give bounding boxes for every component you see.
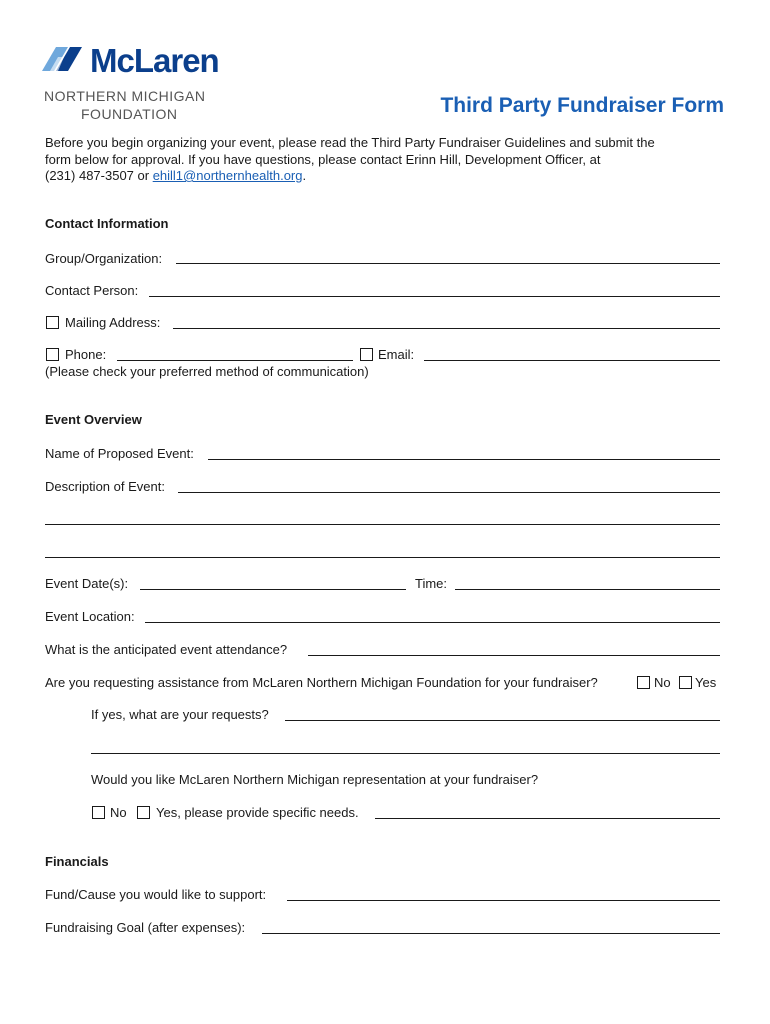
- requests-field[interactable]: [91, 703, 720, 755]
- mclaren-logo-icon: [40, 43, 84, 75]
- representation-question: Would you like McLaren Northern Michigan representation at your fundraiser?: [91, 772, 539, 787]
- event-time-field[interactable]: [455, 572, 720, 590]
- group-organization-label: Group/Organization:: [45, 251, 163, 266]
- event-name-label: Name of Proposed Event:: [45, 446, 194, 461]
- logo-wordmark: McLaren: [90, 42, 219, 79]
- intro-line-2: form below for approval. If you have questions, please contact Erinn Hill, Development Officer, at: [45, 151, 601, 167]
- event-location-label: Event Location:: [45, 609, 135, 624]
- financials-section-heading: Financials: [45, 854, 109, 869]
- representation-yes-label: Yes, please provide specific needs.: [156, 805, 359, 820]
- intro-paragraph: [45, 135, 735, 185]
- phone-field[interactable]: [117, 343, 353, 361]
- event-time-label: Time:: [415, 576, 448, 591]
- event-section-heading: Event Overview: [45, 412, 142, 427]
- email-label: Email:: [378, 347, 415, 362]
- representation-no-label: No: [110, 805, 127, 820]
- intro-line-1: Before you begin organizing your event, please read the Third Party Fundraiser Guidelines and submit the: [45, 135, 655, 150]
- event-description-field[interactable]: [45, 475, 720, 559]
- phone-label: Phone:: [65, 347, 107, 362]
- assistance-question: Are you requesting assistance from McLaren Northern Michigan Foundation for your fundraiser?: [45, 675, 598, 690]
- requests-label: If yes, what are your requests?: [91, 707, 269, 722]
- phone-checkbox[interactable]: [46, 348, 59, 361]
- fundraising-goal-label: Fundraising Goal (after expenses):: [45, 920, 246, 935]
- contact-person-label: Contact Person:: [45, 283, 139, 298]
- form-title: Third Party Fundraiser Form: [440, 94, 724, 117]
- fund-cause-label: Fund/Cause you would like to support:: [45, 887, 267, 902]
- assistance-no-label: No: [654, 675, 671, 690]
- mailing-address-checkbox[interactable]: [46, 316, 59, 329]
- representation-no-checkbox[interactable]: [92, 806, 105, 819]
- event-name-field[interactable]: [208, 442, 720, 460]
- logo-subtitle: NORTHERN MICHIGAN: [44, 88, 206, 104]
- email-checkbox[interactable]: [360, 348, 373, 361]
- contact-section-heading: Contact Information: [45, 216, 169, 231]
- mailing-address-label: Mailing Address:: [65, 315, 161, 330]
- event-location-field[interactable]: [145, 605, 720, 623]
- group-organization-field[interactable]: [176, 247, 720, 265]
- mailing-address-field[interactable]: [173, 311, 720, 329]
- contact-email-link[interactable]: ehill1@northernhealth.org: [152, 168, 303, 183]
- specific-needs-field[interactable]: [375, 801, 720, 819]
- assistance-no-checkbox[interactable]: [637, 676, 650, 689]
- fundraising-goal-field[interactable]: [262, 916, 720, 934]
- fund-cause-field[interactable]: [287, 883, 720, 901]
- intro-phone-text: (231) 487-3507 or: [45, 168, 153, 183]
- attendance-field[interactable]: [308, 638, 720, 656]
- intro-line-3: [45, 168, 735, 185]
- event-date-field[interactable]: [140, 572, 406, 590]
- assistance-yes-checkbox[interactable]: [679, 676, 692, 689]
- event-description-label: Description of Event:: [45, 479, 165, 494]
- contact-person-field[interactable]: [149, 279, 720, 297]
- assistance-yes-label: Yes: [695, 675, 717, 690]
- representation-yes-checkbox[interactable]: [137, 806, 150, 819]
- event-date-label: Event Date(s):: [45, 576, 129, 591]
- attendance-label: What is the anticipated event attendance?: [45, 642, 288, 657]
- logo-subtitle-foundation: FOUNDATION: [81, 106, 178, 122]
- communication-note: (Please check your preferred method of communication): [45, 364, 369, 379]
- email-field[interactable]: [424, 343, 720, 361]
- intro-end: .: [302, 168, 307, 183]
